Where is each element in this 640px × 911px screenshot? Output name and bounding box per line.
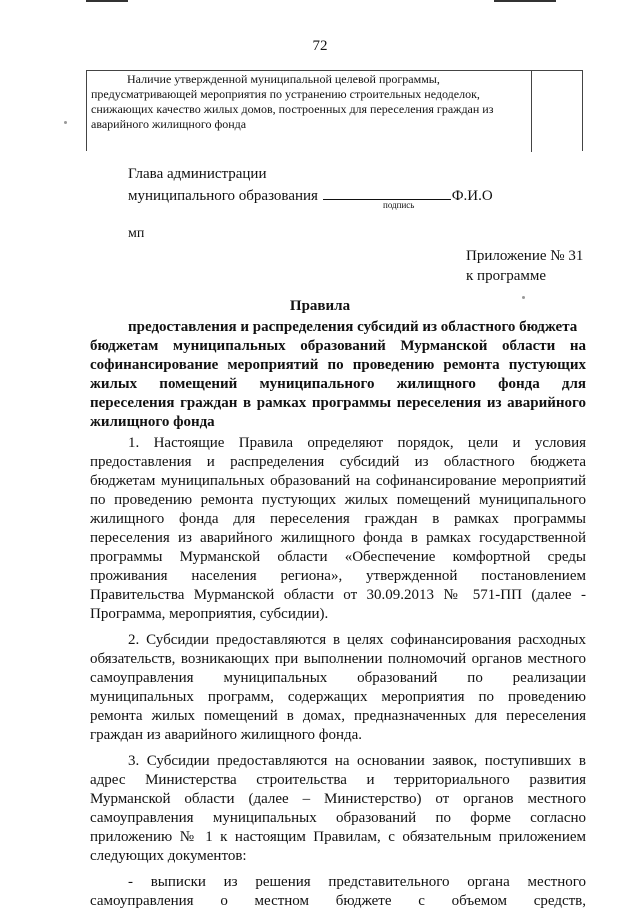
paragraph-line: 2. Субсидии предоставляются в целях софинансирования расходных (128, 632, 586, 648)
paragraph-line: жилищного фонда для переселения граждан в рамках программы (90, 511, 586, 527)
criteria-line: аварийного жилищного фонда (91, 117, 247, 131)
criteria-table (86, 70, 583, 151)
subtitle-line: жилищного фонда (90, 414, 215, 430)
subtitle-line: бюджетам муниципальных образований Мурманской области на (90, 338, 586, 354)
document-subtitle (90, 318, 586, 432)
document-title: Правила (289, 298, 351, 314)
paragraph-line: граждан из аварийного жилищного фонда. (90, 727, 363, 743)
paragraph-line: Программа, мероприятия, субсидии). (90, 606, 329, 622)
scan-speck (64, 121, 67, 124)
signature-name: Ф.И.О (451, 188, 493, 204)
appendix-header (466, 246, 583, 286)
paragraph-line: Правительства Мурманской области от 30.09.2013 № 571-ПП (далее - (90, 587, 586, 603)
criteria-line: снижающих качество жилых домов, построенных для переселения граждан из (91, 102, 494, 116)
paragraph-line: самоуправления муниципальных образований по форме согласно (90, 810, 586, 826)
signature-org: муниципального образования (128, 188, 318, 204)
signature-position: Глава администрации (128, 166, 267, 182)
criteria-cell (87, 71, 532, 152)
paragraph (90, 631, 586, 745)
paragraph-line: - выписки из решения представительного органа местного (128, 874, 586, 890)
signature-blank (323, 185, 451, 200)
paragraph-line: обязательств, возникающих при выполнении полномочий органов местного (90, 651, 586, 667)
paragraph-line: проживания населения региона», утвержденной постановлением (90, 568, 586, 584)
paragraph-gap (90, 624, 586, 631)
document-body (90, 434, 586, 911)
paragraph-line: предоставления и распределения субсидий из областного бюджета (90, 454, 586, 470)
paragraph-line: самоуправления о местном бюджете с объемом средств, (90, 893, 586, 909)
paragraph-line: приложению № 1 к настоящим Правилам, с обязательным приложением (90, 829, 586, 845)
paragraph-line: бюджетам муниципальных образований на софинансирование мероприятий (90, 473, 586, 489)
paragraph-line: адрес Министерства строительства и территориального развития (90, 772, 586, 788)
subtitle-line: софинансирование мероприятий по проведению ремонта пустующих (90, 357, 586, 373)
signature-caption: подпись (383, 200, 415, 210)
scan-speck (522, 296, 525, 299)
top-edge-fragment (86, 0, 556, 2)
paragraph (90, 873, 586, 911)
criteria-line: предусматривающей мероприятия по устранению строительных недоделок, (91, 87, 480, 101)
criteria-line: Наличие утвержденной муниципальной целевой программы, (127, 72, 440, 86)
criteria-text (91, 72, 529, 132)
paragraph-line: программы Мурманской области «Обеспечение комфортной среды (90, 549, 586, 565)
page-number: 72 (312, 38, 328, 54)
paragraph-gap (90, 745, 586, 752)
paragraph-line: следующих документов: (90, 848, 247, 864)
paragraph-line: муниципальных программ, содержащих мероприятия по проведению (90, 689, 586, 705)
subtitle-line: жилых помещений муниципального жилищного фонда для (90, 376, 586, 392)
paragraph-line: 1. Настоящие Правила определяют порядок, цели и условия (128, 435, 586, 451)
paragraph (90, 752, 586, 866)
subtitle-line: предоставления и распределения субсидий из областного бюджета (128, 319, 578, 335)
signature-block (128, 163, 493, 207)
stamp-place: мп (128, 226, 145, 241)
paragraph (90, 434, 586, 624)
paragraph-line: переселения из аварийного жилищного фонда в рамках государственной (90, 530, 586, 546)
subtitle-line: переселения граждан в рамках программы переселения из аварийного (90, 395, 586, 411)
paragraph-gap (90, 866, 586, 873)
paragraph-line: по проведению ремонта пустующих жилых помещений муниципального (90, 492, 586, 508)
paragraph-line: самоуправления муниципальных образований по реализации (90, 670, 586, 686)
paragraph-line: ремонта жилых помещений в домах, предназначенных для переселения (90, 708, 586, 724)
appendix-number: Приложение № 31 (466, 248, 584, 264)
paragraph-line: 3. Субсидии предоставляются на основании заявок, поступивших в (128, 753, 586, 769)
signature-line (128, 185, 493, 207)
appendix-ref: к программе (466, 268, 547, 284)
paragraph-line: Мурманской области (далее – Министерство) от органов местного (90, 791, 586, 807)
